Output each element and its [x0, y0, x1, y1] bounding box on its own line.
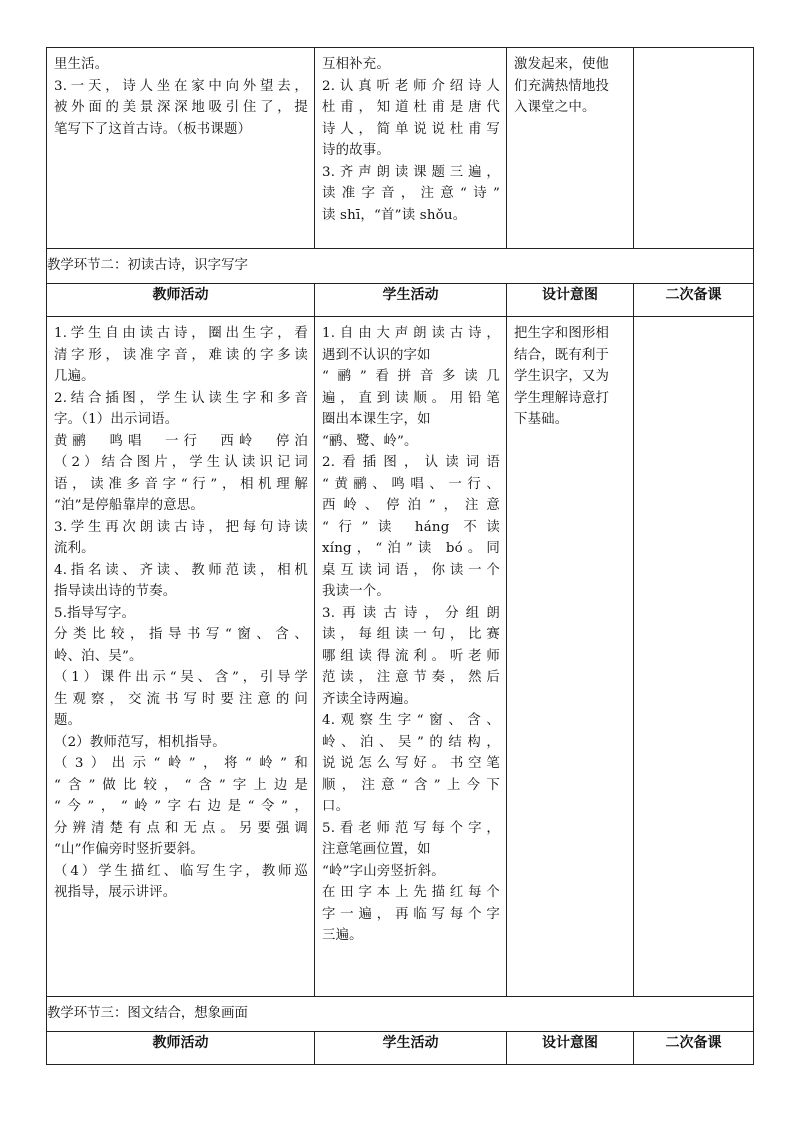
text-line: 入课堂之中。	[514, 100, 596, 115]
section-title-2: 教学环节二：初读古诗，识字写字	[47, 249, 754, 284]
header-teacher-activity: 教师活动	[47, 1032, 315, 1065]
teacher-activity-cell	[47, 48, 315, 249]
text-line: 3.齐声朗读课题三遍，	[322, 164, 500, 180]
text-line: 诗人，简单说说杜甫写	[322, 121, 500, 137]
student-activity-cell	[315, 48, 507, 249]
text-line: “山”作偏旁时竖折要斜。	[54, 842, 204, 857]
text-line: 3.学生再次朗读古诗，把每句诗读	[54, 519, 308, 535]
text-line: 生观察，交流书写时要注意的问	[54, 691, 308, 707]
text-line: 诗的故事。	[322, 143, 390, 158]
text-line: 结合，既有利于	[514, 347, 610, 363]
text-line: 学生识字，又为	[514, 369, 610, 384]
text-line: 圈出本课生字，如	[322, 412, 431, 427]
text-line: 黄鹂 鸣唱 一行 西岭 停泊	[54, 433, 308, 449]
header-row	[47, 1032, 754, 1065]
text-line: 读 shī，“首”读 shǒu。	[322, 207, 467, 223]
text-line: 们充满热情地投	[514, 78, 610, 94]
text-line: “鹂”看拼音多读几	[322, 369, 500, 384]
student-activity-text	[315, 48, 506, 230]
text-line: 4.指名读、齐读、教师范读，相机	[54, 562, 308, 578]
header-second-prep: 二次备课	[634, 284, 754, 317]
text-line: 清字形，读准字音，难读的字多读	[54, 347, 308, 363]
text-line: 语，读准多音字“行”，相机理解	[54, 476, 308, 492]
text-line: 互相补充。	[322, 57, 390, 72]
text-line: “含”做比较，“含”字上边是	[54, 777, 308, 793]
header-student-activity: 学生活动	[315, 284, 507, 317]
text-line: 分辨清楚有点和无点。另要强调	[54, 820, 308, 836]
student-activity-text	[315, 317, 506, 951]
header-teacher-activity: 教师活动	[47, 284, 315, 317]
text-line: 岭、泊、吴”的结构，	[322, 734, 500, 750]
second-prep-cell	[634, 48, 754, 249]
design-intent-text	[507, 317, 633, 435]
text-line: 读准字音，注意“诗”	[322, 186, 500, 201]
second-prep-cell	[634, 317, 754, 997]
text-line: 遇到不认识的字如	[322, 347, 431, 363]
teacher-activity-text	[47, 317, 314, 908]
text-line: 把生字和图形相	[514, 326, 610, 341]
text-line: 笔写下了这首古诗。（板书课题）	[54, 121, 252, 137]
text-line: 遍，直到读顺。用铅笔	[322, 390, 500, 406]
text-line: “今”，“岭”字右边是“令”，	[54, 799, 308, 814]
text-line: 视指导，展示讲评。	[54, 885, 177, 900]
text-line: 字一遍，再临写每个字	[322, 906, 500, 922]
teacher-activity-cell	[47, 317, 315, 997]
text-line: 哪组读得流利。听老师	[322, 648, 500, 664]
text-line: 注意笔画位置，如	[322, 842, 431, 857]
text-line: 激发起来，使他	[514, 57, 610, 72]
section-title-3: 教学环节三：图文结合，想象画面	[47, 997, 754, 1032]
text-line: 2.认真听老师介绍诗人	[322, 78, 500, 94]
text-line: 下基础。	[514, 412, 569, 427]
table-row-main	[47, 317, 754, 997]
text-line: 读，每组读一句，比赛	[322, 627, 500, 642]
header-row	[47, 284, 754, 317]
text-line: 几遍。	[54, 369, 95, 384]
text-line: 范读，注意节奏，然后	[322, 670, 500, 685]
text-line: 3.一天，诗人坐在家中向外望去，	[54, 78, 308, 94]
section-row	[47, 997, 754, 1032]
design-intent-cell	[507, 317, 634, 997]
text-line: 1.学生自由读古诗，圈出生字，看	[54, 326, 308, 341]
text-line: （2）教师范写，相机指导。	[54, 734, 226, 750]
header-second-prep: 二次备课	[634, 1032, 754, 1065]
text-line: “岭”字山旁竖折斜。	[322, 863, 445, 879]
text-line: 西岭、停泊”，注意	[322, 498, 500, 513]
text-line: 说说怎么写好。书空笔	[322, 756, 500, 771]
header-design-intent: 设计意图	[507, 284, 634, 317]
header-design-intent: 设计意图	[507, 1032, 634, 1065]
text-line: “鹂、鹭、岭”。	[322, 433, 418, 449]
header-student-activity: 学生活动	[315, 1032, 507, 1065]
text-line: 4.观察生字“窗、含、	[322, 713, 500, 728]
text-line: 桌互读词语，你读一个	[322, 562, 500, 578]
text-line: “行”读 háng 不读	[322, 519, 500, 535]
text-line: （2）结合图片，学生认读识记词	[54, 455, 308, 470]
design-intent-cell	[507, 48, 634, 249]
student-activity-cell	[315, 317, 507, 997]
text-line: 学生理解诗意打	[514, 390, 610, 406]
text-line: 里生活。	[54, 57, 109, 72]
text-line: 字。（1）出示词语。	[54, 412, 179, 427]
text-line: （3）出示“岭”，将“岭”和	[54, 756, 308, 771]
text-line: 3.再读古诗，分组朗	[322, 605, 500, 621]
text-line: 被外面的美景深深地吸引住了，提	[54, 100, 308, 115]
text-line: 2.看插图，认读词语	[322, 455, 500, 470]
text-line: 顺，注意“含”上今下	[322, 777, 500, 793]
text-line: xíng，“泊”读 bó。同	[322, 541, 500, 556]
text-line: 5.指导写字。	[54, 605, 136, 621]
section-row	[47, 249, 754, 284]
table-row-continued	[47, 48, 754, 249]
text-line: 在田字本上先描红每个	[322, 885, 500, 900]
text-line: 岭、泊、吴”。	[54, 648, 143, 664]
text-line: “黄鹂、鸣唱、一行、	[322, 476, 500, 492]
text-line: （1）课件出示“吴、含”，引导学	[54, 670, 308, 685]
text-line: （4）学生描红、临写生字，教师巡	[54, 863, 308, 879]
text-line: 分类比较，指导书写“窗、含、	[54, 627, 308, 642]
text-line: 流利。	[54, 541, 95, 556]
text-line: 杜甫，知道杜甫是唐代	[322, 100, 500, 115]
lesson-plan-table	[46, 47, 754, 1065]
teacher-activity-text	[47, 48, 314, 144]
text-line: 1.自由大声朗读古诗，	[322, 326, 500, 341]
text-line: 齐读全诗两遍。	[322, 691, 418, 707]
text-line: 口。	[322, 799, 350, 814]
text-line: 5.看老师范写每个字，	[322, 820, 500, 836]
second-prep-text	[634, 317, 753, 327]
text-line: 三遍。	[322, 928, 363, 943]
text-line: “泊”是停船靠岸的意思。	[54, 498, 204, 513]
second-prep-text	[634, 48, 753, 58]
text-line: 2.结合插图，学生认读生字和多音	[54, 390, 308, 406]
text-line: 我读一个。	[322, 584, 390, 599]
text-line: 指导读出诗的节奏。	[54, 584, 177, 599]
text-line: 题。	[54, 713, 82, 728]
design-intent-text	[507, 48, 633, 123]
